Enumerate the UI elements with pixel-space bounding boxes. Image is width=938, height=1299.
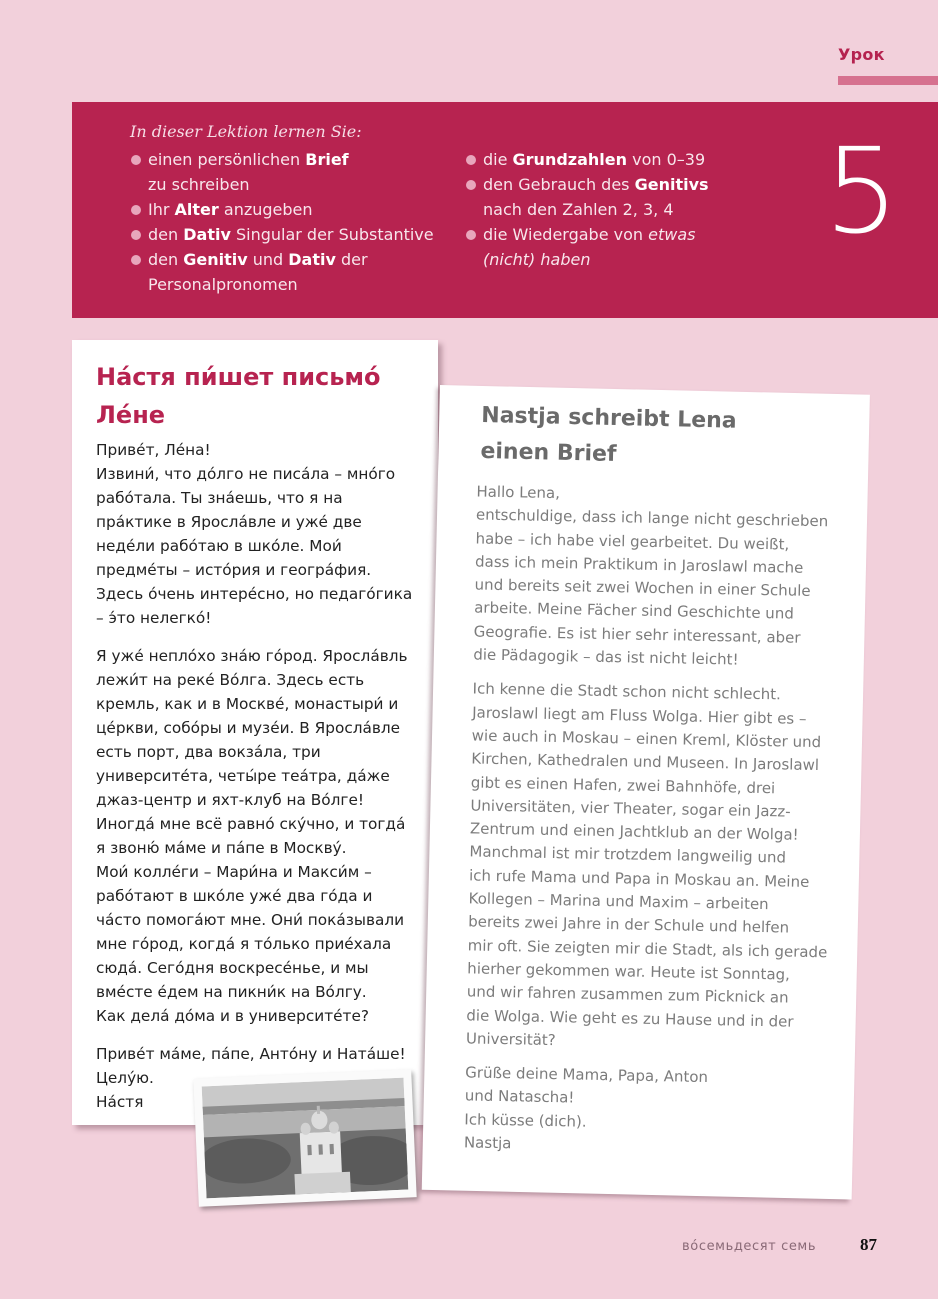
objective-text: anzugeben <box>218 200 313 219</box>
photo-image <box>202 1078 409 1199</box>
objective-text: Ihr <box>148 200 175 219</box>
letter-line: Как дела́ до́ма и в университе́те? <box>96 1007 369 1025</box>
german-letter-body <box>463 481 844 1173</box>
objective-text: von 0–39 <box>627 150 706 169</box>
letter-paragraph <box>466 678 841 1058</box>
objective-item <box>130 247 470 297</box>
objective-italic: etwas <box>648 225 696 244</box>
bullet-icon <box>131 255 141 265</box>
letter-line: Kirchen, Kathedralen und Museen. In Jaroslawl <box>471 749 820 775</box>
letter-line: вме́сте е́дем на пикни́к на Во́лгу. <box>96 983 367 1001</box>
objective-keyword: Dativ <box>288 250 336 269</box>
letter-paragraph <box>96 644 436 1028</box>
letter-line: ча́сто помога́ют мне. Они́ пока́зывали <box>96 911 405 929</box>
letter-line: wie auch in Moskau – einen Kreml, Klöster und <box>471 726 822 752</box>
objective-text: nach den Zahlen 2, 3, 4 <box>483 200 674 219</box>
objective-text: Personalpronomen <box>148 275 298 294</box>
letter-line: лежи́т на реке́ Во́лга. Здесь есть <box>96 671 365 689</box>
letter-line: сюда́. Сего́дня воскресе́нье, и мы <box>96 959 369 977</box>
letter-line: пра́ктике в Яросла́вле и уже́ две <box>96 513 362 531</box>
bullet-icon <box>131 155 141 165</box>
letter-line: джаз-центр и яхт-клуб на Во́лге! <box>96 791 364 809</box>
letter-line: неде́ли рабо́таю в шко́ле. Мои́ <box>96 537 342 555</box>
letter-line: entschuldige, dass ich lange nicht geschrieben <box>475 505 829 531</box>
letter-line: Целу́ю. <box>96 1069 154 1087</box>
letter-line: ich rufe Mama und Papa in Moskau an. Meine <box>468 866 810 891</box>
objective-keyword: Dativ <box>183 225 231 244</box>
objective-text: die Wiedergabe von <box>483 225 649 244</box>
letter-line: habe – ich habe viel gearbeitet. Du weißt, <box>475 529 790 554</box>
russian-letter-title <box>96 358 426 434</box>
letter-line: bereits zwei Jahre in der Schule und helfen <box>468 912 790 937</box>
letter-line: Hallo Lena, <box>476 482 561 503</box>
objective-keyword: Genitiv <box>183 250 248 269</box>
objective-keyword: Genitivs <box>634 175 709 194</box>
letter-line: университе́та, четы́ре теа́тра, да́же <box>96 767 390 785</box>
letter-line: кремль, как и в Москве́, монастыри́ и <box>96 695 399 713</box>
lesson-number: 5 <box>824 122 900 260</box>
letter-line: – э́то нелегко́! <box>96 609 212 627</box>
page-number-words: во́семьдесят семь <box>682 1239 817 1254</box>
letter-line: Kollegen – Marina und Maxim – arbeiten <box>468 889 769 914</box>
letter-line: Jaroslawl liegt am Fluss Wolga. Hier gibt es – <box>472 703 807 728</box>
title-line: Ле́не <box>96 401 166 429</box>
letter-line: Мои́ колле́ги – Мари́на и Макси́м – <box>96 863 372 881</box>
letter-paragraph <box>464 1062 834 1162</box>
letter-line: я звоню́ ма́ме и па́пе в Москву́. <box>96 839 347 857</box>
bullet-icon <box>131 230 141 240</box>
letter-line: Приве́т ма́ме, па́пе, Анто́ну и Ната́ше! <box>96 1045 406 1063</box>
letter-line: dass ich mein Praktikum in Jaroslawl mache <box>474 552 804 577</box>
letter-line: Nastja <box>463 1133 512 1153</box>
objective-text: den Gebrauch des <box>483 175 635 194</box>
objective-item <box>465 222 765 272</box>
bullet-icon <box>466 230 476 240</box>
letter-line: це́ркви, собо́ры и музе́и. В Яросла́вле <box>96 719 401 737</box>
objective-keyword: Alter <box>174 200 219 219</box>
objective-text: einen persönlichen <box>148 150 306 169</box>
letter-line: Извини́, что до́лго не писа́ла – мно́го <box>96 465 396 483</box>
letter-line: gibt es einen Hafen, zwei Bahnhöfe, drei <box>470 773 776 797</box>
bullet-icon <box>131 205 141 215</box>
letter-line: Здесь о́чень интере́сно, но педаго́гика <box>96 585 413 603</box>
objectives-intro: In dieser Lektion lernen Sie: <box>130 122 362 141</box>
objective-keyword: Brief <box>305 150 349 169</box>
letter-line: Приве́т, Ле́на! <box>96 441 211 459</box>
letter-paragraph <box>96 438 436 630</box>
letter-line: die Pädagogik – das ist nicht leicht! <box>473 645 739 669</box>
bullet-icon <box>466 155 476 165</box>
letter-line: Geografie. Es ist hier sehr interessant, aber <box>473 622 801 647</box>
letter-line: мне го́род, когда́ я то́лько прие́хала <box>96 935 392 953</box>
objectives-list-left <box>130 147 470 297</box>
letter-line: Universitäten, vier Theater, sogar ein Jazz- <box>470 796 791 821</box>
russian-letter-body <box>96 438 436 1128</box>
objective-text: Singular der Substantive <box>230 225 434 244</box>
letter-line: есть порт, два вокза́ла, три <box>96 743 321 761</box>
objective-italic: (nicht) haben <box>483 250 591 269</box>
letter-line: arbeite. Meine Fächer sind Geschichte und <box>474 598 794 624</box>
objective-item <box>130 147 470 197</box>
objective-text: der <box>335 250 368 269</box>
objective-text: den <box>148 225 184 244</box>
objective-item <box>130 222 470 247</box>
letter-line: Universität? <box>465 1029 556 1049</box>
lesson-label: Урок <box>838 45 885 64</box>
letter-line: Ich kenne die Stadt schon nicht schlecht. <box>472 679 782 704</box>
page-number: 87 <box>860 1235 877 1254</box>
lesson-accent-bar <box>838 76 938 85</box>
objective-text: die <box>483 150 513 169</box>
yaroslavl-cathedral-photo <box>193 1069 416 1206</box>
objective-item <box>465 172 765 222</box>
title-line: На́стя пи́шет письмо́ <box>96 363 381 391</box>
letter-line: die Wolga. Wie geht es zu Hause und in der <box>466 1005 794 1031</box>
letter-line: hierher gekommen war. Heute ist Sonntag, <box>467 959 791 984</box>
letter-line: Zentrum und einen Jachtklub an der Wolga! <box>469 819 799 844</box>
objective-keyword: Grundzahlen <box>512 150 628 169</box>
objective-item <box>130 197 470 222</box>
letter-line: предме́ты – исто́рия и геогра́фия. <box>96 561 372 579</box>
bullet-icon <box>466 180 476 190</box>
letter-line: Ich küsse (dich). <box>464 1110 587 1131</box>
letter-line: und bereits seit zwei Wochen in einer Schule <box>474 575 811 601</box>
title-line: Nastja schreibt Lena <box>481 402 737 434</box>
letter-line: mir oft. Sie zeigten mir die Stadt, als ich gerade <box>467 936 828 961</box>
letter-line: Manchmal ist mir trotzdem langweilig und <box>469 842 787 867</box>
letter-line: рабо́тала. Ты зна́ешь, что я на <box>96 489 343 507</box>
lesson-objectives-banner <box>72 102 938 318</box>
russian-letter-card <box>72 340 438 1125</box>
letter-line: Я уже́ непло́хо зна́ю го́род. Яросла́вль <box>96 647 408 665</box>
letter-paragraph <box>473 481 845 674</box>
german-letter-card <box>422 385 870 1200</box>
german-letter-title <box>480 398 842 478</box>
letter-line: рабо́тают в шко́ле уже́ два го́да и <box>96 887 373 905</box>
letter-line: und Natascha! <box>464 1086 575 1107</box>
objective-text: zu schreiben <box>148 175 250 194</box>
title-line: einen Brief <box>480 438 617 468</box>
letter-line: На́стя <box>96 1093 144 1111</box>
objective-item <box>465 147 765 172</box>
objectives-list-right <box>465 147 765 272</box>
letter-line: Иногда́ мне всё равно́ ску́чно, и тогда́ <box>96 815 406 833</box>
objective-text: und <box>247 250 289 269</box>
letter-line: Grüße deine Mama, Papa, Anton <box>465 1063 709 1087</box>
objective-text: den <box>148 250 184 269</box>
letter-line: und wir fahren zusammen zum Picknick an <box>466 982 789 1007</box>
